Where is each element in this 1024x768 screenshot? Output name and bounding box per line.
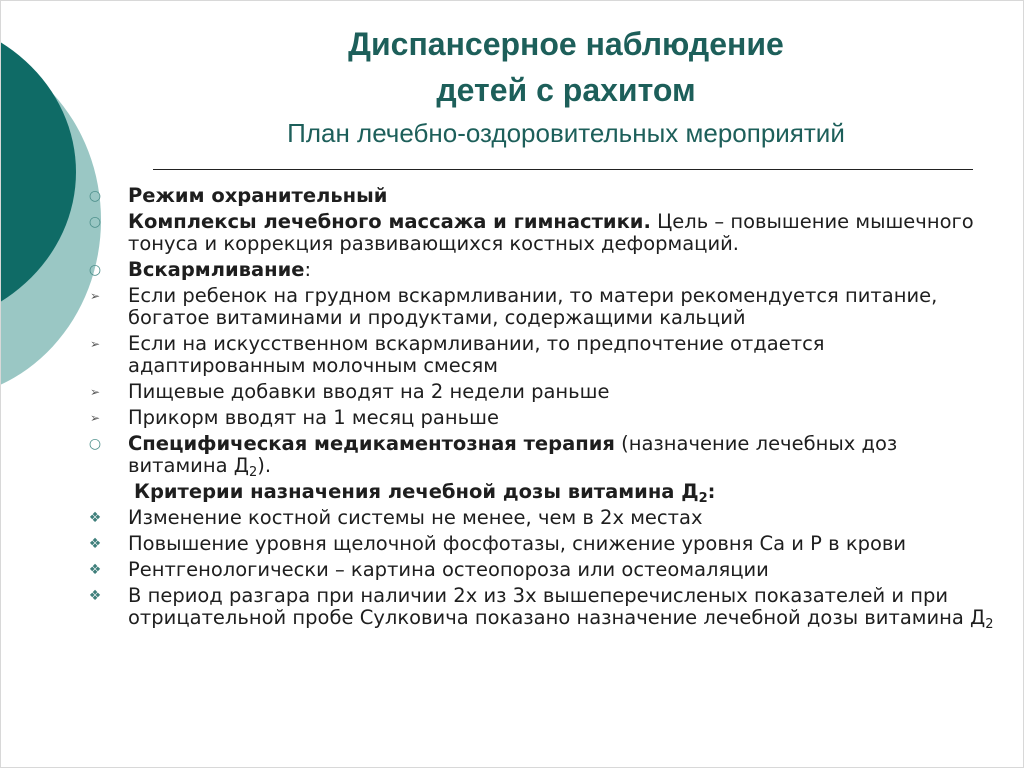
item-text: Рентгенологически – картина остеопороза или остеомаляции	[128, 558, 769, 581]
list-item-massage	[85, 211, 995, 255]
subscript: 2	[985, 617, 994, 632]
arrow-bullet-icon: ➢	[89, 289, 101, 303]
item-heading: Вскармливание	[128, 258, 305, 281]
arrow-bullet-icon: ➢	[89, 411, 101, 425]
item-heading: Режим охранительный	[128, 184, 388, 207]
item-heading: Специфическая медикаментозная терапия	[128, 432, 615, 455]
item-text: Цель – повышение мышечного тонуса и коррекция развивающихся костных деформаций.	[128, 210, 974, 255]
arrow-bullet-icon: ➢	[89, 385, 101, 399]
list-item-regime	[85, 185, 995, 207]
item-text: Прикорм вводят на 1 месяц раньше	[128, 406, 499, 429]
criteria-item-peak-period	[85, 584, 995, 632]
slide-subtitle: План лечебно-оздоровительных мероприятий	[287, 118, 845, 148]
item-text: (назначение лечебных доз витамина Д	[128, 432, 898, 477]
list-item-feeding	[85, 259, 995, 281]
item-text: Повышение уровня щелочной фосфотазы, снижение уровня Са и Р в крови	[128, 532, 907, 555]
list-item-therapy	[85, 432, 995, 480]
bullet-list	[85, 185, 995, 633]
diamond-bullet-icon: ❖	[88, 562, 102, 578]
circle-bullet-icon: ○	[88, 436, 102, 452]
title-divider	[153, 169, 973, 170]
diamond-bullet-icon: ❖	[88, 510, 102, 526]
subscript: 2	[249, 465, 258, 480]
list-item-complementary-food	[85, 407, 995, 429]
subscript: 2	[698, 491, 708, 506]
diamond-bullet-icon: ❖	[88, 588, 102, 604]
criteria-heading-text: Критерии назначения лечебной дозы витамина Д	[134, 480, 699, 503]
list-item-artificial-feeding	[85, 333, 995, 377]
criteria-heading	[85, 480, 995, 506]
circle-bullet-icon: ○	[88, 262, 102, 278]
circle-bullet-icon: ○	[88, 214, 102, 230]
criteria-item-bone-changes	[85, 507, 995, 529]
criteria-item-phosphatase	[85, 533, 995, 555]
item-heading: Комплексы лечебного массажа и гимнастики.	[128, 210, 651, 233]
item-text: В период разгара при наличии 2х из 3х вышеперечисленых показателей и при отрицательной пробе Сулковича показано назначение лечебной дозы витамина Д	[128, 584, 986, 629]
arrow-bullet-icon: ➢	[89, 337, 101, 351]
item-text: Изменение костной системы не менее, чем в 2х местах	[128, 506, 703, 529]
list-item-supplements	[85, 381, 995, 403]
item-text-end: ).	[257, 454, 272, 477]
item-text: Пищевые добавки вводят на 2 недели раньше	[128, 380, 610, 403]
diamond-bullet-icon: ❖	[88, 536, 102, 552]
criteria-heading-end: :	[707, 480, 716, 503]
criteria-item-radiology	[85, 559, 995, 581]
list-item-breastfeeding	[85, 285, 995, 329]
circle-bullet-icon: ○	[88, 188, 102, 204]
item-text: Если ребенок на грудном вскармливании, то матери рекомендуется питание, богатое витаминами и продуктами, содержащими кальций	[128, 284, 938, 329]
item-text: Если на искусственном вскармливании, то предпочтение отдается адаптированным молочным смесям	[128, 332, 825, 377]
slide-title-line-2: детей с рахитом	[436, 72, 696, 108]
slide-title-line-1: Диспансерное наблюдение	[348, 26, 784, 62]
item-text: :	[304, 258, 312, 281]
